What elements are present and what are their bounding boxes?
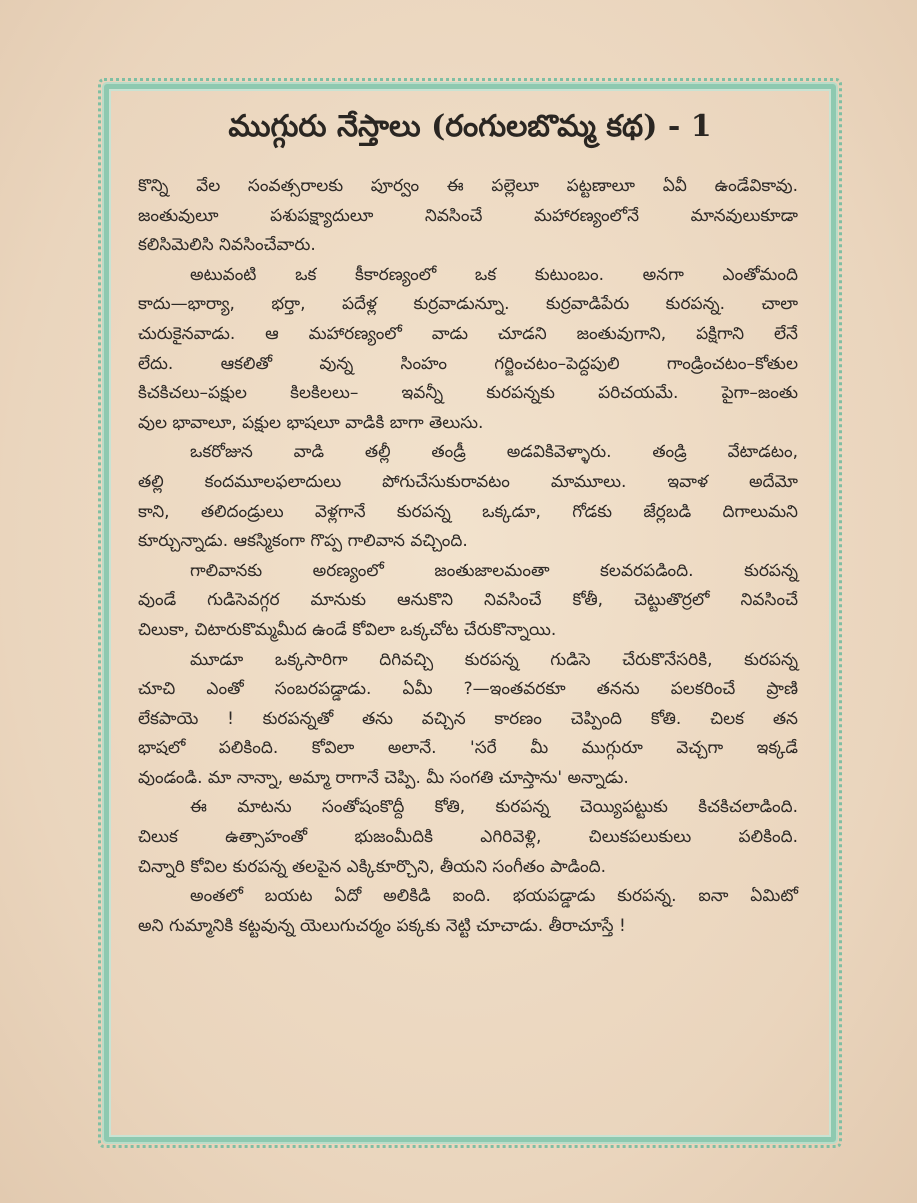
story-body bbox=[138, 172, 798, 941]
story-line: వుల భావాలూ, పక్షుల భాషలూ వాడికి బాగా తెలుసు. bbox=[138, 412, 484, 433]
story-line: ఈ మాటను సంతోషంకొద్దీ కోతి, కురపన్న చెయ్యిపట్టుకు కిచకిచలాడింది. bbox=[190, 797, 798, 818]
story-line: అటువంటి ఒక కీకారణ్యంలో ఒక కుటుంబం. అనగా ఎంతోమంది bbox=[190, 264, 798, 285]
story-line: చిన్నారి కోవిల కురపన్న తలపైన ఎక్కికూర్చొని, తీయని సంగీతం పాడింది. bbox=[138, 856, 607, 877]
story-line: కాదు—భార్యా, భర్తా, పదేళ్ల కుర్రవాడున్నూ. కుర్రవాడిపేరు కురపన్న. చాలా bbox=[138, 294, 798, 315]
story-line: మూడూ ఒక్కసారిగా దిగివచ్చి కురపన్న గుడిసె చేరుకొనేసరికి, కురపన్న bbox=[190, 649, 798, 670]
story-line: వుండండి. మా నాన్నా, అమ్మా రాగానే చెప్పి. మీ సంగతి చూస్తాను' అన్నాడు. bbox=[138, 767, 629, 788]
story-line: అని గుమ్మానికి కట్టవున్న యెలుగుచర్మం పక్కకు నెట్టి చూచాడు. తీరాచూస్తే ! bbox=[138, 915, 626, 936]
page-title: ముగ్గురు నేస్తాలు (రంగులబొమ్మ కథ) - 1 bbox=[228, 109, 712, 144]
story-line: అంతలో బయట ఏదో అలికిడి ఐంది. భయపడ్డాడు కురపన్న. ఐనా ఏమిటో bbox=[190, 886, 798, 907]
story-line: చిలుకా, చిటారుకొమ్మమీద ఉండే కోవిలా ఒక్కచోట చేరుకొన్నాయి. bbox=[138, 619, 557, 640]
story-line: లేదు. ఆకలితో వున్న సింహం గర్జించటం–పెద్దపులి గాండ్రించటం–కోతుల bbox=[138, 353, 798, 374]
story-line: జంతువులూ పశుపక్ష్యాదులూ నివసించే మహారణ్యంలోనే మానవులుకూడా bbox=[138, 205, 798, 226]
story-line: ఒకరోజున వాడి తల్లీ తండ్రీ అడవికివెళ్ళారు. తండ్రి వేటాడటం, bbox=[190, 442, 798, 463]
story-line: గాలివానకు అరణ్యంలో జంతుజాలమంతా కలవరపడింది. కురపన్న bbox=[190, 560, 798, 581]
story-line: లేకపాయె ! కురపన్నతో తను వచ్చిన కారణం చెప్పింది కోతి. చిలక తన bbox=[138, 708, 798, 729]
story-line: కలిసిమెలిసి నివసించేవారు. bbox=[138, 235, 316, 256]
story-line: కొన్ని వేల సంవత్సరాలకు పూర్వం ఈ పల్లెలూ పట్టణాలూ ఏవీ ఉండేవికావు. bbox=[138, 176, 798, 196]
story-line: చురుకైనవాడు. ఆ మహారణ్యంలో వాడు చూడని జంతువుగాని, పక్షిగాని లేనే bbox=[138, 323, 798, 344]
story-line: కాని, తలిదండ్రులు వెళ్లగానే కురపన్న ఒక్కడూ, గోడకు జేర్లబడి దిగాలుమని bbox=[138, 501, 798, 522]
story-line: వుండే గుడిసెవగ్గర మానుకు ఆనుకొని నివసించే కోతీ, చెట్టుతొర్రలో నివసించే bbox=[138, 590, 798, 611]
story-line: చూచి ఎంతో సంబరపడ్డాడు. ఏమీ ?—ఇంతవరకూ తనను పలకరించే ప్రాణి bbox=[138, 679, 798, 700]
story-line: భాషలో పలికింది. కోవిలా అలానే. 'సరే మీ ముగ్గురూ వెచ్చగా ఇక్కడే bbox=[138, 738, 798, 759]
story-line: కిచకిచలు–పక్షుల కిలకిలలు– ఇవన్నీ కురపన్నకు పరిచయమే. పైగా–జంతు bbox=[138, 383, 798, 404]
story-line: కూర్చున్నాడు. ఆకస్మికంగా గొప్ప గాలివాన వచ్చింది. bbox=[138, 531, 468, 552]
story-line: తల్లి కందమూలఫలాదులు పోగుచేసుకురావటం మామూలు. ఇవాళ అదేమో bbox=[138, 471, 798, 492]
story-line: చిలుక ఉత్సాహంతో భుజంమీదికి ఎగిరివెళ్లి, చిలుకపలుకులు పలికింది. bbox=[138, 827, 798, 848]
